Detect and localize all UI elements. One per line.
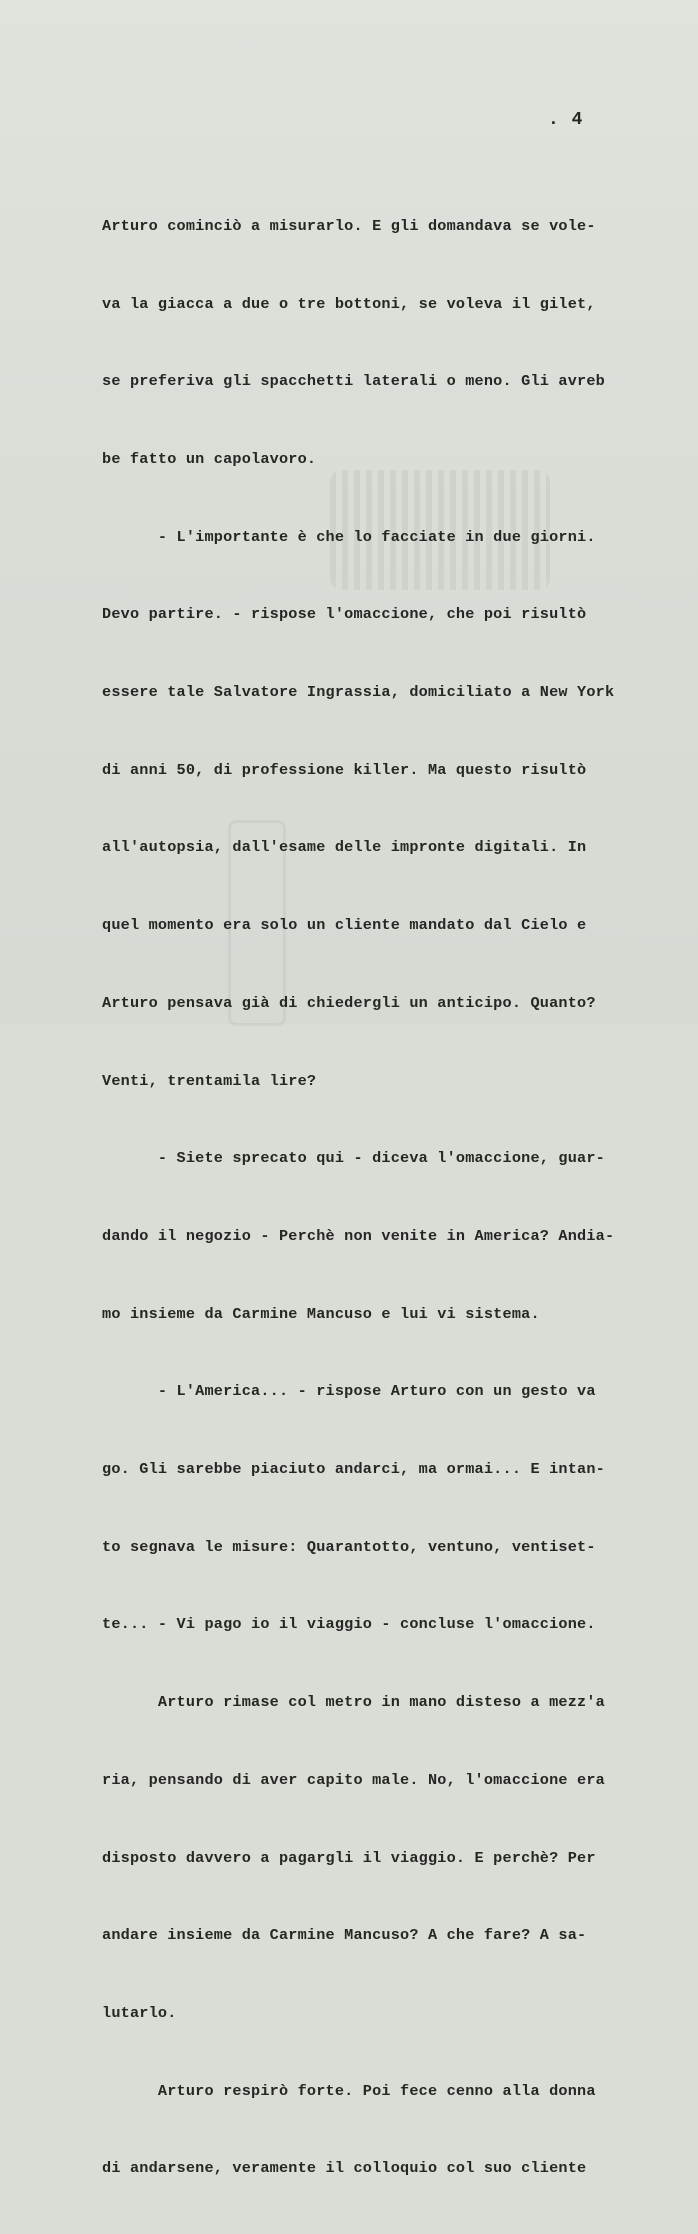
text-line: Arturo rimase col metro in mano disteso a mezz'a	[102, 1693, 605, 1712]
text-line: - L'America... - rispose Arturo con un gesto va	[102, 1382, 596, 1401]
text-line: di anni 50, di professione killer. Ma questo risultò	[102, 760, 587, 779]
text-line: - Siete sprecato qui - diceva l'omaccione, guar-	[102, 1149, 605, 1168]
text-line: se preferiva gli spacchetti laterali o meno. Gli avreb	[102, 372, 605, 391]
text-line: di andarsene, veramente il colloquio col suo cliente	[102, 2159, 587, 2178]
text-line: disposto davvero a pagargli il viaggio. E perchè? Per	[102, 1848, 596, 1867]
text-line: Arturo respirò forte. Poi fece cenno alla donna	[102, 2081, 596, 2100]
text-line: Venti, trentamila lire?	[102, 1071, 317, 1090]
text-line: all'autopsia, dall'esame delle impronte digitali. In	[102, 838, 587, 857]
text-line: quel momento era solo un cliente mandato dal Cielo e	[102, 916, 587, 935]
text-line: - L'importante è che lo facciate in due giorni.	[102, 527, 596, 546]
text-line: essere tale Salvatore Ingrassia, domiciliato a New York	[102, 683, 615, 702]
text-line: mo insieme da Carmine Mancuso e lui vi sistema.	[102, 1304, 540, 1323]
text-line: to segnava le misure: Quarantotto, ventuno, ventiset-	[102, 1537, 596, 1556]
text-line: ria, pensando di aver capito male. No, l'omaccione era	[102, 1770, 605, 1789]
text-line: be fatto un capolavoro.	[102, 449, 317, 468]
body-text	[102, 162, 622, 2234]
text-line: Devo partire. - rispose l'omaccione, che poi risultò	[102, 605, 587, 624]
text-line: Arturo pensava già di chiedergli un anticipo. Quanto?	[102, 993, 596, 1012]
page-number: . 4	[548, 110, 584, 130]
text-line: va la giacca a due o tre bottoni, se voleva il gilet,	[102, 294, 596, 313]
text-line: lutarlo.	[102, 2003, 177, 2022]
text-line: andare insieme da Carmine Mancuso? A che fare? A sa-	[102, 1926, 587, 1945]
text-line: dando il negozio - Perchè non venite in America? Andia-	[102, 1226, 615, 1245]
text-line: Arturo cominciò a misurarlo. E gli domandava se vole-	[102, 216, 596, 235]
text-line: te... - Vi pago io il viaggio - concluse l'omaccione.	[102, 1615, 596, 1634]
text-line: go. Gli sarebbe piaciuto andarci, ma ormai... E intan-	[102, 1460, 605, 1479]
